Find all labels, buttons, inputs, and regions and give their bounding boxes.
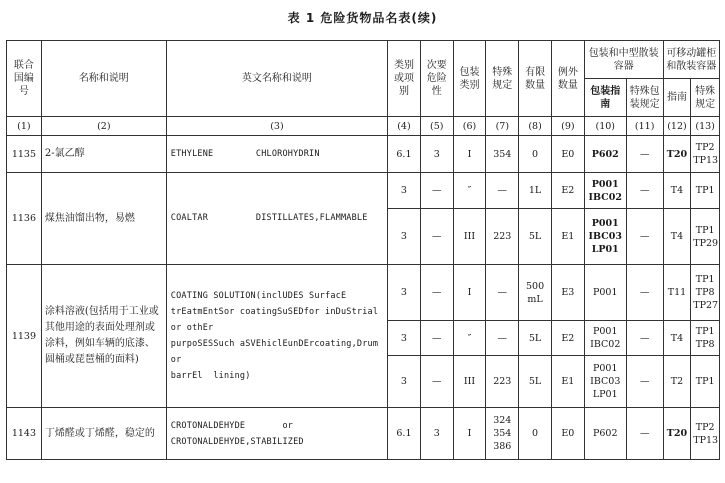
special-provision-line: 354 [493,428,512,439]
tank-special-line: TP8 [695,287,715,298]
sub-risk-cell: — [420,209,453,265]
packing-group-cell: I [453,408,486,460]
sub-risk-cell: — [420,265,453,321]
packing-group-cell: ″ [453,173,486,209]
un-number: 1139 [7,265,42,408]
tank-special-cell [691,209,720,265]
name-en-line: purpoSESSuch aSVEhiclEunDErcoating,Drum or [170,339,379,365]
packing-instruction-cell: P602 [584,136,626,173]
sub-risk-cell: — [420,356,453,408]
name-en-line: COATING SOLUTION(inclUDES SurfacE [170,291,347,301]
packing-instruction-cell [584,173,626,209]
tank-special-cell: TP1 [691,356,720,408]
special-packing-cell: — [626,173,663,209]
tank-special-line: TP27 [693,300,719,311]
class-cell: 3 [388,321,421,356]
name-en [166,265,387,408]
excepted-qty-cell: E1 [551,209,584,265]
packing-instruction-line: LP01 [591,244,619,255]
name-en: ETHYLENE CHLOROHYDRIN [166,136,387,173]
special-packing-cell: — [626,136,663,173]
name-en-line: trEatmEntSor coatingSuSEDfor inDuStrial or othEr [170,307,379,333]
col-number: (4) [388,117,421,136]
tank-special-line: TP1 [695,224,715,236]
header-class: 类别或项别 [388,41,421,117]
header-limited-qty: 有限数量 [519,41,552,117]
limited-qty-cell: 500 mL [519,265,552,321]
header-name-en: 英文名称和说明 [166,41,387,117]
packing-instruction-line: P001 [592,326,618,337]
special-provision-cell: 223 [486,209,519,265]
packing-instruction-line: P001 [591,218,619,229]
sub-risk-cell: 3 [420,408,453,460]
packing-group-cell: I [453,265,486,321]
limited-qty-cell: 5L [519,321,552,356]
tank-special-cell [691,136,720,173]
class-cell: 3 [388,356,421,408]
col-number: (2) [41,117,166,136]
packing-group-cell: ″ [453,321,486,356]
tank-special-line: TP13 [693,155,719,166]
table-row-1136a [7,173,720,209]
packing-instruction-cell [584,321,626,356]
table-row-1139a [7,265,720,321]
sub-risk-cell: 3 [420,136,453,173]
tank-special-line: TP1 [695,274,715,285]
packing-instruction-line: LP01 [592,389,618,400]
special-provision-line: 324 [493,415,512,426]
packing-instruction-line: P001 [592,363,618,374]
class-cell: 6.1 [388,136,421,173]
tank-instruction-cell: T11 [663,265,691,321]
header-un-number: 联合国编号 [7,41,42,117]
special-provision-cell: 223 [486,356,519,408]
class-cell: 3 [388,209,421,265]
name-en-line: barrEl lining) [170,371,251,381]
tank-instruction-cell: T4 [663,209,691,265]
col-number: (9) [551,117,584,136]
header-special-packing: 特殊包装规定 [626,79,663,117]
name-en: COALTAR DISTILLATES,FLAMMABLE [166,173,387,265]
col-number: (11) [626,117,663,136]
special-packing-cell: — [626,408,663,460]
excepted-qty-cell: E2 [551,173,584,209]
excepted-qty-cell: E2 [551,321,584,356]
packing-instruction-line: IBC02 [588,191,622,203]
un-number: 1136 [7,173,42,265]
tank-special-line: TP29 [693,237,719,249]
limited-qty-cell: 5L [519,356,552,408]
name-cn: 涂料溶液(包括用于工业或其他用途的表面处理剂或涂料，例如车辆的底漆、圆桶或琵琶桶的面料) [41,265,166,408]
packing-instruction-line: P001 [591,178,619,190]
col-number: (1) [7,117,42,136]
limited-qty-cell: 1L [519,173,552,209]
packing-instruction-cell [584,356,626,408]
class-cell: 3 [388,265,421,321]
tank-special-line: TP13 [693,434,719,446]
col-number: (6) [453,117,486,136]
excepted-qty-cell: E0 [551,408,584,460]
tank-instruction-cell: T20 [663,136,691,173]
header-name-cn: 名称和说明 [41,41,166,117]
name-en-line: CROTONALDEHYDE,STABILIZED [170,436,304,447]
name-en [166,408,387,460]
tank-special-cell [691,408,720,460]
special-provision-cell: — [486,265,519,321]
header-tank-group: 可移动罐柜和散装容器 [663,41,719,79]
un-number: 1135 [7,136,42,173]
col-number: (7) [486,117,519,136]
col-number: (5) [420,117,453,136]
special-provision-cell [486,408,519,460]
special-provision-line: 386 [493,441,512,452]
excepted-qty-cell: E0 [551,136,584,173]
col-number: (13) [691,117,720,136]
special-packing-cell: — [626,265,663,321]
tank-special-line: TP2 [695,421,715,433]
limited-qty-cell: 0 [519,408,552,460]
special-provision-cell: 354 [486,136,519,173]
col-number: (10) [584,117,626,136]
header-special-provisions: 特殊规定 [486,41,519,117]
un-number: 1143 [7,408,42,460]
tank-instruction-cell: T4 [663,173,691,209]
col-number: (3) [166,117,387,136]
tank-special-line: TP2 [695,142,715,153]
col-number: (12) [663,117,691,136]
tank-instruction-cell: T20 [663,408,691,460]
packing-instruction-line: IBC02 [590,339,621,350]
name-cn: 煤焦油馏出物，易燃 [41,173,166,265]
packing-instruction-line: IBC03 [588,231,622,242]
header-packing-group: 包装类别 [453,41,486,117]
col-number: (8) [519,117,552,136]
excepted-qty-cell: E3 [551,265,584,321]
class-cell: 3 [388,173,421,209]
packing-group-cell: III [453,209,486,265]
name-en-line: CROTONALDEHYDE or [170,420,294,431]
limited-qty-cell: 5L [519,209,552,265]
header-tank-instruction: 指南 [663,79,691,117]
name-cn: 丁烯醛或丁烯醛，稳定的 [41,408,166,460]
sub-risk-cell: — [420,173,453,209]
special-provision-cell: — [486,321,519,356]
limited-qty-cell: 0 [519,136,552,173]
tank-special-cell: TP1 [691,173,720,209]
tank-special-line: TP8 [695,339,715,350]
packing-instruction-cell [584,209,626,265]
packing-instruction-cell: P001 [584,265,626,321]
table-title: 表 1 危险货物品名表(续) [287,11,438,25]
tank-special-cell [691,265,720,321]
special-packing-cell: — [626,356,663,408]
table-row-1135 [7,136,720,173]
special-provision-cell: — [486,173,519,209]
packing-group-cell: I [453,136,486,173]
table-row-1143 [7,408,720,460]
class-cell: 6.1 [388,408,421,460]
header-ibc-group: 包装和中型散装容器 [584,41,663,79]
sub-risk-cell: — [420,321,453,356]
special-packing-cell: — [626,209,663,265]
dangerous-goods-table [6,40,720,460]
header-sub-risk: 次要危险性 [420,41,453,117]
packing-instruction-cell: P602 [584,408,626,460]
tank-instruction-cell: T4 [663,321,691,356]
header-tank-special: 特殊规定 [691,79,720,117]
packing-group-cell: III [453,356,486,408]
header-excepted-qty: 例外数量 [551,41,584,117]
tank-special-cell [691,321,720,356]
header-packing-instruction: 包装指南 [584,79,626,117]
packing-instruction-line: IBC03 [590,376,621,387]
excepted-qty-cell: E1 [551,356,584,408]
tank-instruction-cell: T2 [663,356,691,408]
name-cn: 2-氯乙醇 [41,136,166,173]
tank-special-line: TP1 [695,326,715,337]
special-packing-cell: — [626,321,663,356]
